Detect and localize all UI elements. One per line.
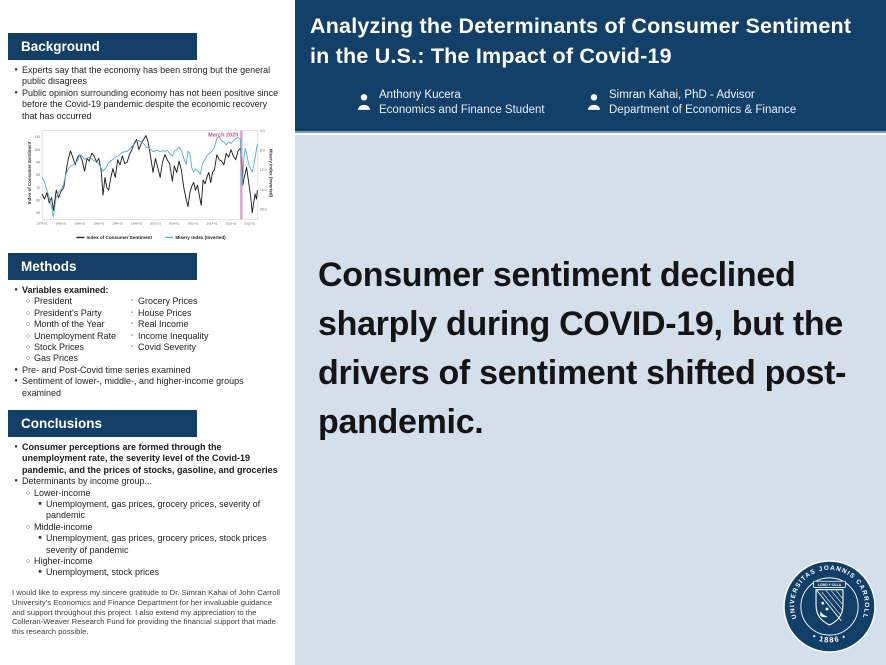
income-group-detail: Unemployment, gas prices, grocery prices, severity of pandemic — [46, 499, 261, 521]
conclusions-section-header — [8, 410, 197, 437]
variables-heading: Variables examined: — [22, 285, 109, 295]
background-section-header — [8, 33, 197, 60]
variable-item: Stock Prices — [34, 342, 85, 353]
poster-body — [295, 135, 886, 665]
income-group-detail: Unemployment, stock prices — [46, 567, 160, 578]
x-tick: 1990-01 — [93, 221, 105, 226]
methods-bullet-2: Sentiment of lower-, middle-, and higher-income groups examined — [22, 376, 244, 398]
y-left-tick: 90 — [36, 160, 41, 165]
x-tick: 1994-01 — [112, 221, 124, 226]
x-tick: 1982-01 — [55, 221, 67, 226]
bullet-square-icon: ▫ — [131, 321, 133, 328]
x-tick: 1998-01 — [131, 221, 143, 226]
bullet-square-icon: ▫ — [131, 309, 133, 316]
variables-column-2 — [126, 296, 209, 364]
person-icon — [357, 93, 371, 110]
chart-svg — [26, 118, 274, 246]
legend-label-1: Misery Index (Inverted) — [175, 235, 226, 241]
list-item — [10, 476, 284, 487]
list-item — [22, 556, 284, 567]
list-item — [22, 488, 284, 499]
variable-item: Real Income — [138, 319, 189, 330]
y-left-tick: 100 — [34, 147, 41, 152]
variable-item: Month of the Year — [34, 319, 105, 330]
y-right-axis-title: Misery Index (Inverted) — [268, 148, 274, 198]
list-item — [34, 567, 284, 578]
university-seal-icon — [779, 556, 880, 657]
page-title: Analyzing the Determinants of Consumer Sentiment in the U.S.: The Impact of Covid-19 — [310, 14, 852, 68]
bullet-dot-icon: ● — [14, 366, 18, 373]
author-name: Anthony Kucera — [379, 89, 461, 101]
y-right-tick: 16.0 — [259, 187, 267, 192]
methods-section-header — [8, 253, 197, 280]
background-bullet-list — [10, 65, 284, 122]
poster-header — [295, 0, 886, 133]
bullet-circle-icon: ○ — [25, 523, 31, 531]
conclusions-title: Conclusions — [21, 416, 103, 431]
author-role: Department of Economics & Finance — [609, 104, 797, 116]
variable-item: Unemployment Rate — [34, 330, 117, 341]
author-name: Simran Kahai, PhD - Advisor — [609, 89, 755, 101]
x-tick: 2022-01 — [244, 221, 256, 226]
conclusions-lead-bullet: Consumer perceptions are formed through the unemployment rate, the severity level of the Covid-19 pandemic, and the prices of stocks, gasoline, and groceries — [22, 442, 278, 475]
sentiment-misery-chart — [26, 118, 274, 246]
bullet-square-icon: ▫ — [131, 344, 133, 351]
income-group-detail: Unemployment, gas prices, grocery prices, stock prices severity of pandemic — [46, 533, 267, 555]
variable-item: Income Inequality — [138, 330, 209, 341]
bullet-dot-icon: ● — [14, 287, 18, 293]
variables-column-1 — [22, 296, 126, 364]
x-tick: 2006-01 — [168, 221, 180, 226]
list-item — [10, 365, 284, 376]
background-title: Background — [21, 39, 100, 54]
bullet-filled-square-icon: ■ — [38, 501, 42, 508]
seal-ring-text: UNIVERSITAS JOANNIS CARROLL — [789, 564, 870, 620]
x-tick: 2018-01 — [225, 221, 237, 226]
bullet-dot-icon: ● — [14, 67, 18, 73]
bullet-dot-icon: ● — [14, 378, 18, 385]
bullet-dot-icon: ● — [14, 444, 18, 450]
y-left-tick: 70 — [36, 185, 41, 190]
methods-title: Methods — [21, 259, 77, 274]
x-tick: 2002-01 — [149, 221, 161, 226]
bullet-dot-icon: ● — [14, 89, 18, 96]
y-left-tick: 110 — [34, 135, 41, 140]
variable-item: President's Party — [34, 307, 102, 318]
bullet-dot-icon: ● — [14, 478, 18, 485]
x-tick: 2014-01 — [206, 221, 218, 226]
income-group-name: Middle-income — [34, 521, 93, 532]
author-block-1 — [357, 88, 545, 118]
bullet-circle-icon: ○ — [25, 298, 31, 306]
bullet-circle-icon: ○ — [25, 355, 31, 363]
key-takeaway-text: Consumer sentiment declined sharply during COVID-19, but the drivers of sentiment shifted post-pandemic. — [318, 256, 847, 441]
y-left-axis-title: Index of Consumer Sentiment — [27, 141, 33, 205]
list-item — [10, 285, 284, 296]
income-group-name: Lower-income — [34, 487, 91, 498]
y-left-tick: 80 — [36, 173, 41, 178]
y-right-tick: 4.0 — [259, 128, 265, 133]
bullet-circle-icon: ○ — [25, 344, 31, 352]
bullet-circle-icon: ○ — [25, 558, 31, 566]
list-item — [10, 442, 284, 476]
background-bullet-2: Public opinion surrounding economy has not been positive since before the Covid-19 pandemic despite the economic recovery that has occurred — [22, 87, 279, 121]
list-item — [10, 65, 284, 88]
x-tick: 2010-01 — [187, 221, 199, 226]
methods-bullet-1: Pre- and Post-Covid time series examined — [22, 364, 191, 375]
list-item — [34, 499, 284, 522]
background-bullet-1: Experts say that the economy has been strong but the general public disagrees — [22, 65, 271, 87]
methods-content — [10, 285, 284, 399]
list-item — [22, 522, 284, 533]
variable-item: Covid Severity — [138, 342, 197, 353]
left-column — [0, 0, 295, 665]
person-icon — [587, 93, 601, 110]
bullet-circle-icon: ○ — [25, 309, 31, 317]
variable-item: President — [34, 296, 73, 307]
y-right-tick: 20.0 — [259, 207, 267, 212]
list-item — [10, 88, 284, 122]
bullet-square-icon: ▫ — [131, 332, 133, 339]
legend-label-0: Index of Consumer Sentiment — [86, 235, 153, 241]
author-block-2 — [587, 88, 796, 118]
seal-year-text: • 1886 • — [811, 631, 848, 645]
list-item — [10, 376, 284, 399]
acknowledgment-text: I would like to express my sincere gratitude to Dr. Simran Kahai of John Carroll University's Economics and Finance Department for her invaluable guidance and support throughout this project. I also extend my appreciation to the Colleran-Weaver Research Fund for providing the financial support that made this research possible. — [12, 588, 280, 637]
list-item — [34, 533, 284, 556]
bullet-circle-icon: ○ — [25, 321, 31, 329]
variable-item: Gas Prices — [34, 353, 79, 364]
variable-item: Grocery Prices — [138, 296, 198, 307]
y-right-tick: 12.0 — [259, 168, 267, 173]
author-role: Economics and Finance Student — [379, 104, 545, 116]
x-tick: 1986-01 — [74, 221, 86, 226]
bullet-filled-square-icon: ■ — [38, 535, 42, 542]
income-group-name: Higher-income — [34, 556, 93, 567]
bullet-filled-square-icon: ■ — [38, 569, 42, 576]
x-tick: 1978-01 — [36, 221, 48, 226]
y-left-tick: 60 — [36, 198, 41, 203]
conclusions-second-bullet: Determinants by income group... — [22, 476, 153, 487]
march-2020-annotation-label: March 2020 — [208, 132, 239, 139]
bullet-circle-icon: ○ — [25, 332, 31, 340]
bullet-circle-icon: ○ — [25, 489, 31, 497]
y-left-tick: 50 — [36, 211, 41, 216]
conclusions-content — [10, 442, 284, 579]
y-right-tick: 8.0 — [259, 148, 265, 153]
seal-banner-text: LOBO·Y·OLLA — [817, 582, 842, 587]
variables-columns — [22, 296, 284, 364]
variable-item: House Prices — [138, 307, 192, 318]
bullet-square-icon: ▫ — [131, 298, 133, 305]
